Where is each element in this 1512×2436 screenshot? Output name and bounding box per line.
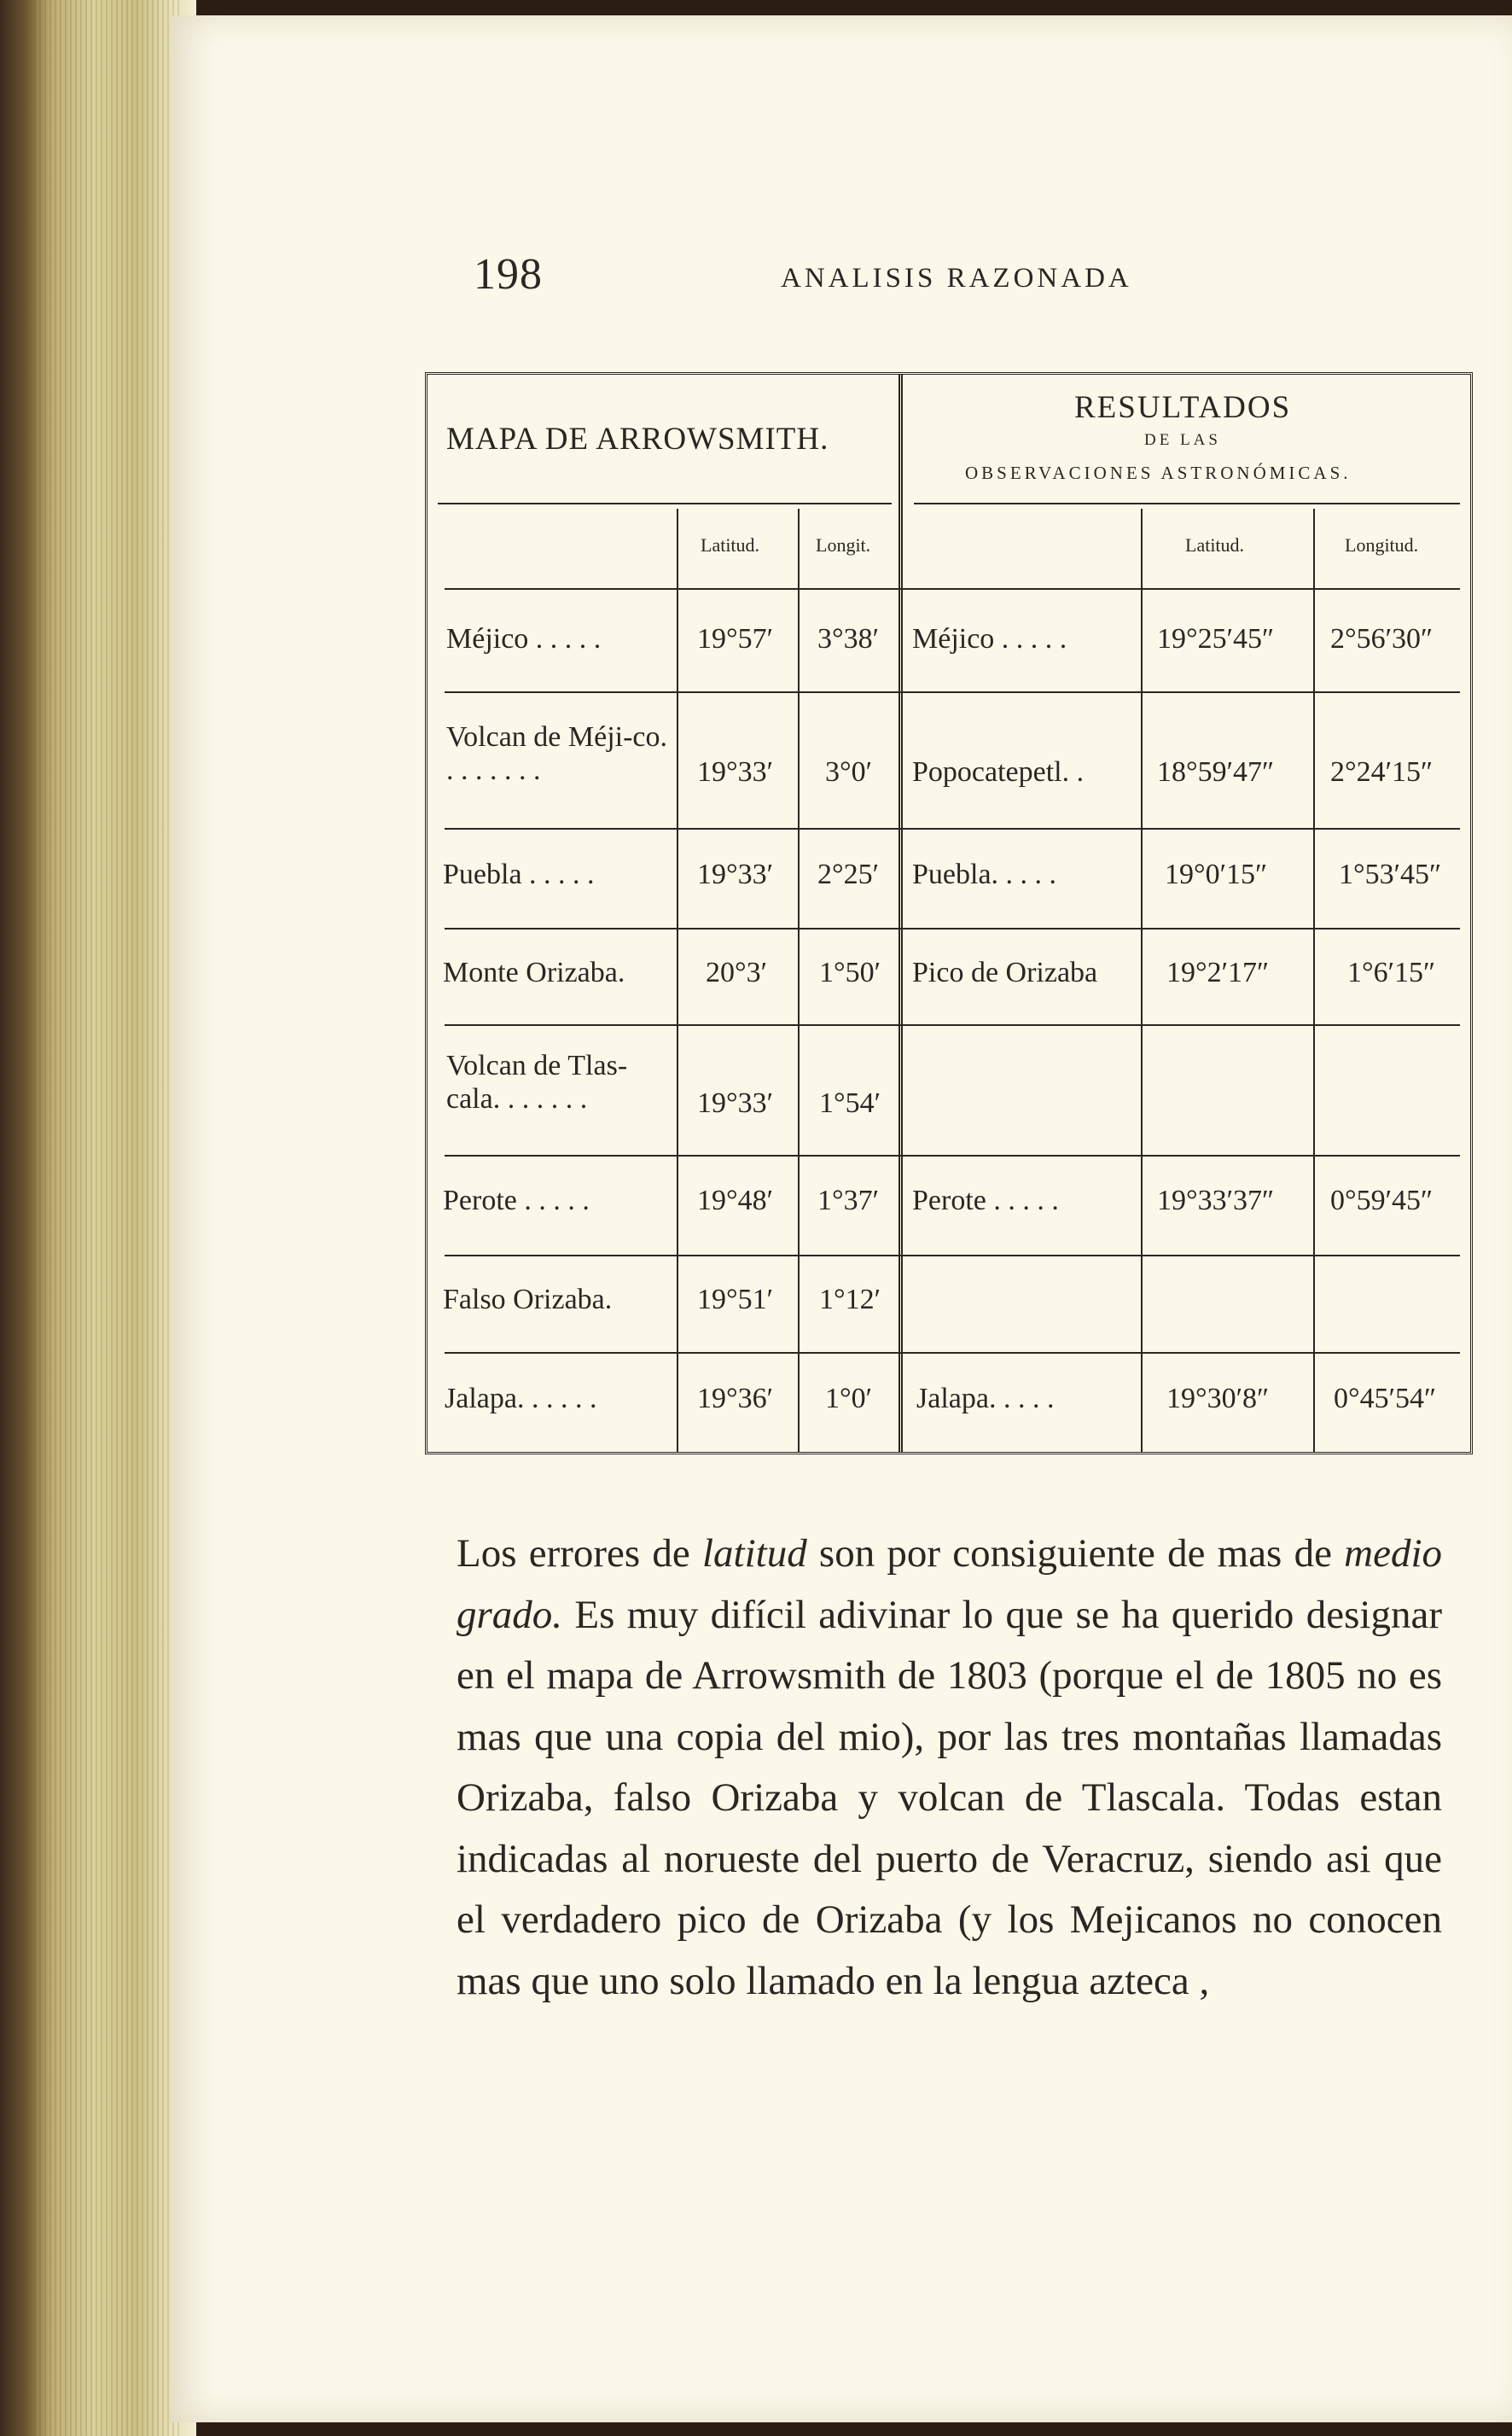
column-header-longitude: Longit. [816,534,871,556]
right-table-title: RESULTADOS [1074,390,1292,425]
longitude-value: 1°53′45″ [1339,859,1442,890]
longitude-value: 1°12′ [819,1284,881,1315]
longitude-value: 1°50′ [819,957,881,988]
longitude-value: 0°45′54″ [1334,1383,1437,1414]
place-name: Perote . . . . . [443,1185,590,1216]
latitude-value: 19°48′ [697,1185,774,1216]
coordinates-table [425,372,1473,1454]
longitude-value: 2°24′15″ [1330,756,1433,788]
table-rule [445,1155,1460,1157]
place-name: Perote . . . . . [912,1185,1059,1216]
table-rule [1141,509,1143,1452]
table-rule [798,509,800,1452]
left-table-title: MAPA DE ARROWSMITH. [446,422,829,457]
table-rule [445,1024,1460,1026]
place-name: Volcan de Méji-co. . . . . . . . [446,721,668,787]
place-name: Monte Orizaba. [443,957,625,988]
book-edge [0,0,196,2436]
longitude-value: 3°38′ [817,623,880,655]
longitude-value: 2°25′ [817,859,880,890]
page-number: 198 [474,250,543,299]
paragraph-text: son por consiguiente de mas de [806,1531,1345,1576]
place-name: Popocatepetl. . [912,756,1085,788]
latitude-value: 19°36′ [697,1383,774,1414]
table-rule [445,828,1460,830]
place-name: Jalapa. . . . . [916,1383,1055,1414]
longitude-value: 1°0′ [825,1383,873,1414]
latitude-value: 19°25′45″ [1157,623,1275,655]
latitude-value: 19°33′ [697,859,774,890]
place-name: Falso Orizaba. [443,1284,613,1315]
latitude-value: 18°59′47″ [1157,756,1275,788]
paragraph-text: Es muy difícil adivinar lo que se ha querido designar en el mapa de Arrowsmith de 1803 (porque el de 1805 no es mas que una copia del mio), por las tres montañas llamadas Orizaba, falso Orizaba y volcan de Tlascala. Todas estan indicadas al norueste del puerto de Veracruz, siendo asi que el verdadero pico de Orizaba (y los Mejicanos no conocen mas que uno solo llamado en la lengua azteca , [457,1592,1442,2003]
place-name: Volcan de Tlas-cala. . . . . . . [446,1050,628,1116]
latitude-value: 19°0′15″ [1165,859,1268,890]
column-header-latitude: Latitud. [701,534,760,556]
latitude-value: 20°3′ [706,957,768,988]
body-paragraph [457,1524,1442,2012]
table-rule [438,503,892,504]
table-rule [914,503,1460,504]
latitude-value: 19°2′17″ [1166,957,1270,988]
place-name: Méjico . . . . . [446,623,602,655]
latitude-value: 19°57′ [697,623,774,655]
place-name: Pico de Orizaba [912,957,1098,988]
place-name: Puebla . . . . . [443,859,595,890]
right-table-subtitle: DE LAS [1144,431,1221,449]
paragraph-text: Los errores de [457,1531,702,1576]
latitude-value: 19°33′ [697,1087,774,1119]
place-name: Puebla. . . . . [912,859,1057,890]
italic-term: medio grado. [457,1531,1443,1637]
place-name: Jalapa. . . . . . [445,1383,597,1414]
latitude-value: 19°33′37″ [1157,1185,1275,1216]
table-rule [898,375,903,1452]
latitude-value: 19°30′8″ [1166,1383,1270,1414]
table-rule [445,1352,1460,1354]
table-rule [445,928,1460,930]
italic-term: latitud [701,1531,807,1576]
table-rule [445,691,1460,693]
table-rule [677,509,678,1452]
longitude-value: 1°54′ [819,1087,881,1119]
place-name: Méjico . . . . . [912,623,1067,655]
table-rule [445,588,1460,590]
longitude-value: 3°0′ [825,756,873,788]
latitude-value: 19°51′ [697,1284,774,1315]
right-table-subtitle: OBSERVACIONES ASTRONÓMICAS. [965,463,1352,483]
longitude-value: 1°37′ [817,1185,880,1216]
longitude-value: 1°6′15″ [1347,957,1436,988]
running-head: ANALISIS RAZONADA [781,263,1132,294]
column-header-latitude: Latitud. [1185,534,1245,556]
table-rule [445,1255,1460,1256]
longitude-value: 0°59′45″ [1330,1185,1433,1216]
latitude-value: 19°33′ [697,756,774,788]
column-header-longitude: Longitud. [1345,534,1419,556]
longitude-value: 2°56′30″ [1330,623,1433,655]
table-rule [1313,509,1315,1452]
